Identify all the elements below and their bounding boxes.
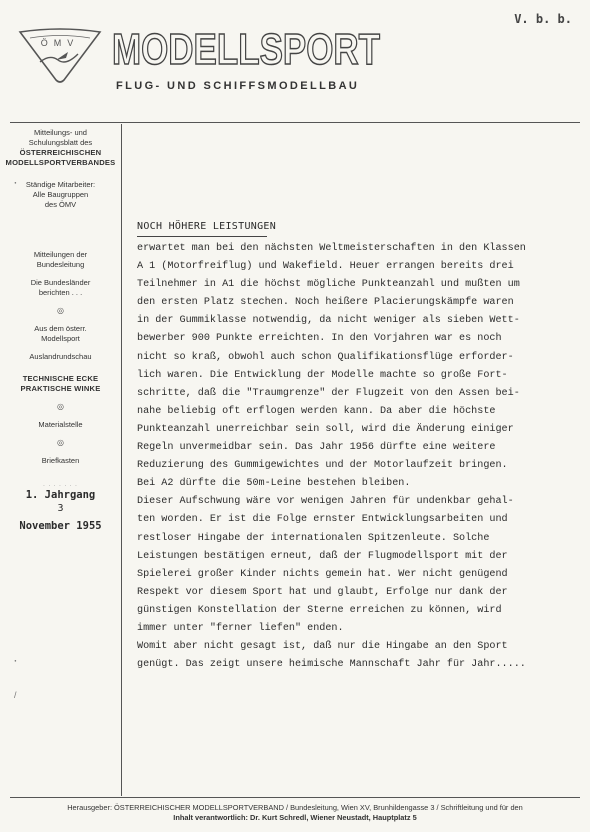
top-rule bbox=[10, 122, 580, 123]
sidebar-spacer bbox=[0, 210, 121, 250]
sidebar-text: Aus dem österr. bbox=[34, 324, 87, 333]
faint-stamp: . . . . . . . bbox=[43, 482, 78, 488]
sidebar-text: Ständige Mitarbeiter: bbox=[25, 180, 96, 189]
article-line: Reduzierung des Gummigewichtes und der Motorlaufzeit bringen. bbox=[137, 460, 508, 472]
article-line: in der Gummiklasse notwendig, da nicht weniger als sieben Wett- bbox=[137, 315, 520, 327]
sidebar-text: ÖSTERREICHISCHEN bbox=[19, 148, 102, 157]
article-line: A 1 (Motorfreiflug) und Wakefield. Heuer errangen bereits drei bbox=[137, 261, 514, 273]
footer-line-1: Herausgeber: ÖSTERREICHISCHER MODELLSPORTVERBAND / Bundesleitung, Wien XV, Brunhildengasse 3 / Schriftleitung und für den bbox=[67, 803, 523, 812]
issue-date: November 1955 bbox=[19, 520, 102, 532]
logo-text: ÖMV bbox=[40, 38, 80, 48]
margin-mark: / bbox=[14, 690, 17, 700]
article-line: Dieser Aufschwung wäre vor wenigen Jahren für undenkbar gehal- bbox=[137, 496, 514, 508]
sidebar-text: Schulungsblatt des bbox=[28, 138, 93, 147]
masthead-title bbox=[112, 22, 382, 74]
sidebar-text: Alle Baugruppen bbox=[32, 190, 89, 199]
bullet-icon: ◎ bbox=[57, 438, 64, 447]
sidebar-text: Auslandrundschau bbox=[29, 352, 92, 361]
sidebar-text: Mitteilungen der bbox=[33, 250, 88, 259]
article-line: lich waren. Die Entwicklung der Modelle machte so große Fort- bbox=[137, 369, 508, 381]
article-line: erwartet man bei den nächsten Weltmeisterschaften in den Klassen bbox=[137, 243, 526, 254]
issue-year: 1. Jahrgang bbox=[25, 489, 96, 501]
article-line: Respekt vor diesem Sport hat und glaubt, Erfolge nur dank der bbox=[137, 586, 508, 598]
sidebar bbox=[0, 128, 121, 533]
article-line: bewerber 900 Punkte erreichten. In den Vorjahren war es noch bbox=[137, 333, 502, 345]
article-line: günstigen Konstellation der Sterne erreichen zu können, wird bbox=[137, 604, 502, 616]
corner-mark: V. b. b. bbox=[514, 12, 572, 26]
sidebar-text: Briefkasten bbox=[41, 456, 80, 465]
article-heading: NOCH HÖHERE LEISTUNGEN bbox=[137, 221, 277, 232]
article-line: schritte, daß die "Traumgrenze" der Flugzeit von den Assen bei- bbox=[137, 387, 520, 399]
sidebar-text: Bundesleitung bbox=[36, 260, 85, 269]
article-body bbox=[137, 240, 569, 674]
footer bbox=[10, 803, 580, 823]
sidebar-spacer bbox=[0, 344, 121, 352]
sidebar-text: TECHNISCHE ECKE bbox=[22, 374, 99, 383]
bullet-icon: ◎ bbox=[57, 402, 64, 411]
article-line: Spielerei großer Kinder nichts gemein hat. Wer nicht genügend bbox=[137, 568, 508, 580]
article-line: Regeln unvermeidbar sein. Das Jahr 1956 dürfte eine weitere bbox=[137, 442, 496, 454]
article-line: Leistungen bestätigen erneut, daß der Flugmodellsport mit der bbox=[137, 550, 508, 562]
sidebar-text: Modellsport bbox=[41, 334, 80, 343]
masthead-title-text: MODELLSPORT bbox=[112, 25, 381, 74]
sidebar-blocks bbox=[0, 128, 121, 466]
sidebar-spacer bbox=[0, 168, 121, 180]
article-line: nicht so kraß, obwohl auch schon Qualifikationsflüge erforder- bbox=[137, 351, 514, 363]
article-line: Punkteanzahl unerreichbar sein soll, wird die Änderung einiger bbox=[137, 423, 514, 435]
sidebar-text: Materialstelle bbox=[38, 420, 83, 429]
article-line: immer unter "ferner liefen" enden. bbox=[137, 622, 344, 634]
sidebar-text: des ÖMV bbox=[44, 200, 77, 209]
sidebar-text: MODELLSPORTVERBANDES bbox=[5, 158, 116, 167]
sidebar-spacer bbox=[0, 362, 121, 374]
article-line: restloser Hingabe der internationalen Spitzenleute. Solche bbox=[137, 532, 490, 544]
footer-line-2: Inhalt verantwortlich: Dr. Kurt Schredl, Wiener Neustadt, Hauptplatz 5 bbox=[173, 813, 417, 822]
sidebar-text: PRAKTISCHE WINKE bbox=[20, 384, 101, 393]
article-line: nahe beliebig oft erflogen werden kann. Da aber die höchste bbox=[137, 405, 496, 417]
issue-number: 3 bbox=[57, 503, 64, 514]
sidebar-spacer bbox=[0, 270, 121, 278]
sidebar-text: berichten . . . bbox=[38, 288, 83, 297]
omv-logo bbox=[16, 24, 104, 84]
article-line: genügt. Das zeigt unsere heimische Mannschaft Jahr für Jahr..... bbox=[137, 659, 526, 671]
heading-underline bbox=[137, 236, 267, 237]
article-line: Teilnehmer in A1 die höchst mögliche Punkteanzahl und mußten um bbox=[137, 279, 520, 291]
article-line: Womit aber nicht gesagt ist, daß nur die Hingabe an den Sport bbox=[137, 641, 508, 653]
article-line: Bei A2 dürfte die 50m-Leine bestehen bleiben. bbox=[137, 478, 411, 490]
sidebar-text: Die Bundesländer bbox=[30, 278, 91, 287]
bottom-rule bbox=[10, 797, 580, 798]
column-divider bbox=[121, 124, 122, 796]
bullet-icon: ◎ bbox=[57, 306, 64, 315]
margin-mark: ꞏ bbox=[14, 178, 17, 188]
article-line: den ersten Platz stechen. Noch heißere Placierungskämpfe waren bbox=[137, 297, 514, 309]
article-line: ten worden. Er ist die Folge ernster Entwicklungsarbeiten und bbox=[137, 514, 508, 526]
masthead-subtitle: FLUG- UND SCHIFFSMODELLBAU bbox=[116, 80, 360, 92]
sidebar-text: Mitteilungs- und bbox=[34, 128, 87, 137]
margin-mark: ꞏ bbox=[14, 656, 17, 666]
